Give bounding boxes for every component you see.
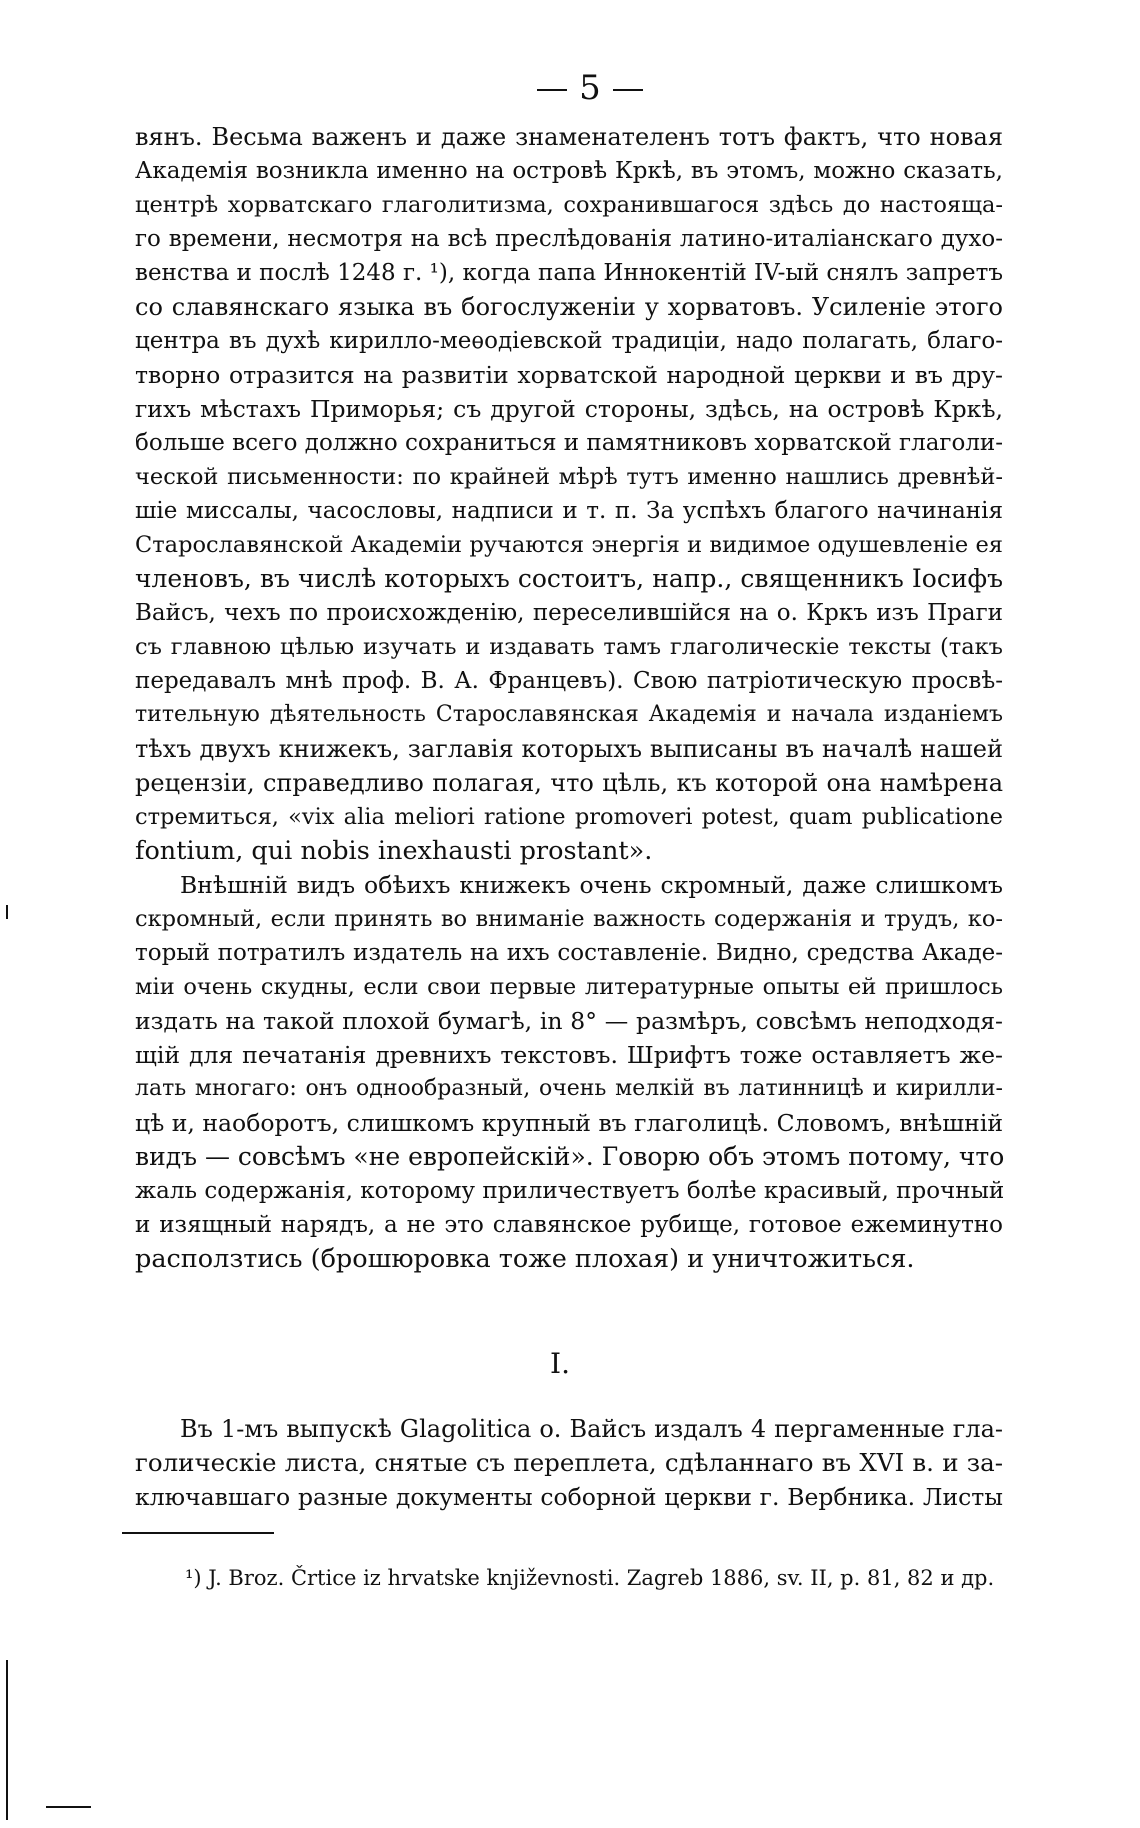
text-line: расползтись (брошюровка тоже плохая) и уничтожиться. [135, 1244, 915, 1274]
footnote: ¹) J. Broz. Črtice iz hrvatske književnosti. Zagreb 1886, sv. II, p. 81, 82 и др. [185, 1566, 995, 1590]
text-line: гихъ мѣстахъ Приморья; съ другой стороны, здѣсь, на островѣ Кркѣ, [135, 395, 1003, 423]
text-line: ческой письменности: по крайней мѣрѣ тутъ именно нашлись древнѣй- [135, 464, 1003, 490]
text-line: больше всего должно сохраниться и памятниковъ хорватской глаголи- [135, 430, 1004, 456]
text-line: тительную дѣятельность Старославянская Академія и начала изданіемъ [135, 702, 1003, 727]
page-number [480, 70, 700, 106]
text-line: со славянскаго языка въ богослуженіи у хорватовъ. Усиленіе этого [135, 293, 1003, 321]
text-line: торый потратилъ издатель на ихъ составленіе. Видно, средства Акаде- [135, 940, 1003, 966]
scan-edge-dash [46, 1806, 91, 1808]
page-number-dash-left [537, 89, 567, 91]
text-line: издать на такой плохой бумагѣ, in 8° — размѣръ, совсѣмъ неподходя- [135, 1007, 1003, 1035]
text-line: съ главною цѣлью изучать и издавать тамъ глаголическіе тексты (такъ [135, 634, 1003, 660]
text-line: щій для печатанія древнихъ текстовъ. Шрифтъ тоже оставляетъ же- [135, 1041, 1003, 1069]
text-line: ключавшаго разные документы соборной церкви г. Вербника. Листы [135, 1483, 1003, 1511]
text-line: и изящный нарядъ, а не это славянское рубище, готовое ежеминутно [135, 1212, 1003, 1238]
text-line: центрѣ хорватскаго глаголитизма, сохранившагося здѣсь до настояща- [135, 192, 1003, 218]
text-line: Въ 1-мъ выпускѣ Glagolitica о. Вайсъ издалъ 4 пергаменные гла- [180, 1415, 1003, 1443]
text-line: Старославянской Академіи ручаются энергія и видимое одушевленіе ея [135, 532, 1003, 558]
text-line: членовъ, въ числѣ которыхъ состоитъ, напр., священникъ Іосифъ [135, 564, 1003, 593]
footnote-rule [122, 1532, 274, 1534]
text-line: шіе миссалы, часословы, надписи и т. п. За успѣхъ благого начинанія [135, 498, 1003, 524]
text-line: стремиться, «vix alia meliori ratione promoveri potest, quam publicatione [135, 804, 1003, 830]
text-line: творно отразится на развитіи хорватской народной церкви и въ дру- [135, 361, 1003, 389]
text-line: передавалъ мнѣ проф. В. А. Францевъ). Свою патріотическую просвѣ- [135, 668, 1003, 694]
text-line: цѣ и, наоборотъ, слишкомъ крупный въ глаголицѣ. Словомъ, внѣшній [135, 1109, 1003, 1137]
text-line: fontium, qui nobis inexhausti prostant». [135, 836, 653, 866]
text-line: вянъ. Весьма важенъ и даже знаменателенъ тотъ фактъ, что новая [135, 123, 1003, 151]
section-heading: I. [550, 1347, 570, 1380]
text-line: скромный, если принять во вниманіе важность содержанія и трудъ, ко- [135, 906, 1003, 932]
text-line: рецензіи, справедливо полагая, что цѣль, къ которой она намѣрена [135, 769, 1003, 797]
text-line: жаль содержанія, которому приличествуетъ болѣе красивый, прочный [135, 1178, 1005, 1204]
text-line: голическіе листа, снятые съ переплета, сдѣланнаго въ XVI в. и за- [135, 1448, 1003, 1477]
page-number-value: 5 [579, 68, 601, 108]
text-line: лать многаго: онъ однообразный, очень мелкій въ латинницѣ и кирилли- [135, 1076, 1003, 1101]
text-line: Академія возникла именно на островѣ Кркѣ, въ этомъ, можно сказать, [135, 158, 1003, 184]
text-line: венства и послѣ 1248 г. ¹), когда папа Иннокентій IV-ый снялъ запретъ [135, 260, 1003, 286]
text-line: Вайсъ, чехъ по происхожденію, переселившійся на о. Кркъ изъ Праги [135, 600, 1003, 626]
text-line: Внѣшній видъ обѣихъ книжекъ очень скромный, даже слишкомъ [180, 871, 1003, 899]
text-line: центра въ духѣ кирилло-меѳодіевской традиціи, надо полагать, благо- [135, 328, 1003, 354]
text-line: міи очень скудны, если свои первые литературные опыты ей пришлось [135, 974, 1003, 1000]
scan-edge-line [6, 1660, 8, 1820]
page-number-dash-right [613, 89, 643, 91]
text-line: тѣхъ двухъ книжекъ, заглавія которыхъ выписаны въ началѣ нашей [135, 735, 1003, 763]
scan-mark [6, 905, 8, 919]
text-line: видъ — совсѣмъ «не европейскій». Говорю объ этомъ потому, что [135, 1142, 1005, 1171]
text-line: го времени, несмотря на всѣ преслѣдованія латино-италіанскаго духо- [135, 226, 1003, 252]
